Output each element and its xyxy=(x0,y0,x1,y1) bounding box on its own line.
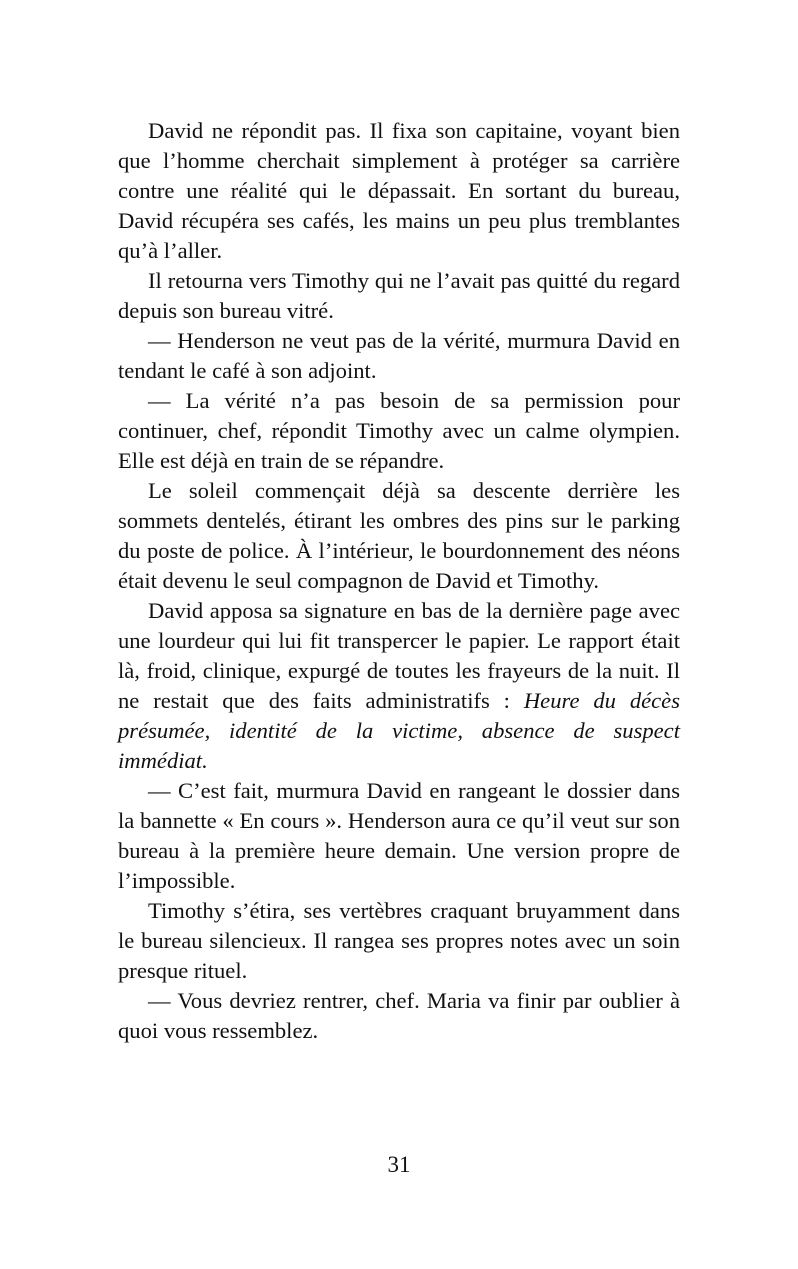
page-number: 31 xyxy=(387,1152,411,1177)
paragraph: Le soleil commençait déjà sa descente derrière les sommets dentelés, étirant les ombres des pins sur le parking du poste de police. À l’intérieur, le bourdonnement des néons était devenu le seul compagnon de David et Timothy. xyxy=(118,478,680,593)
italic-report-summary: Heure du décès présumée, identité de la victime, absence de suspect immédiat. xyxy=(118,688,680,773)
paragraph: David ne répondit pas. Il fixa son capitaine, voyant bien que l’homme cherchait simplement à protéger sa carrière contre une réalité qui le dépassait. En sortant du bureau, David récupéra ses cafés, les mains un peu plus tremblantes qu’à l’aller. xyxy=(118,118,680,263)
paragraph: — C’est fait, murmura David en rangeant le dossier dans la bannette « En cours ». Henderson aura ce qu’il veut sur son bureau à la première heure demain. Une version propre de l’impossible. xyxy=(118,778,680,893)
page-body-text xyxy=(118,116,680,1046)
paragraph: Timothy s’étira, ses vertèbres craquant bruyamment dans le bureau silencieux. Il rangea ses propres notes avec un soin presque rituel. xyxy=(118,898,680,983)
paragraph: — Henderson ne veut pas de la vérité, murmura David en tendant le café à son adjoint. xyxy=(118,328,680,383)
paragraph xyxy=(118,596,680,776)
paragraph: — La vérité n’a pas besoin de sa permission pour continuer, chef, répondit Timothy avec un calme olympien. Elle est déjà en train de se répandre. xyxy=(118,388,680,473)
paragraph: Il retourna vers Timothy qui ne l’avait pas quitté du regard depuis son bureau vitré. xyxy=(118,268,680,323)
paragraph-text: David apposa sa signature en bas de la dernière page avec une lourdeur qui lui fit transpercer le papier. Le rapport était là, froid, clinique, expurgé de toutes les frayeurs de la nuit. Il ne restait que des faits administratifs : xyxy=(118,598,680,713)
paragraph: — Vous devriez rentrer, chef. Maria va finir par oublier à quoi vous ressemblez. xyxy=(118,988,680,1043)
